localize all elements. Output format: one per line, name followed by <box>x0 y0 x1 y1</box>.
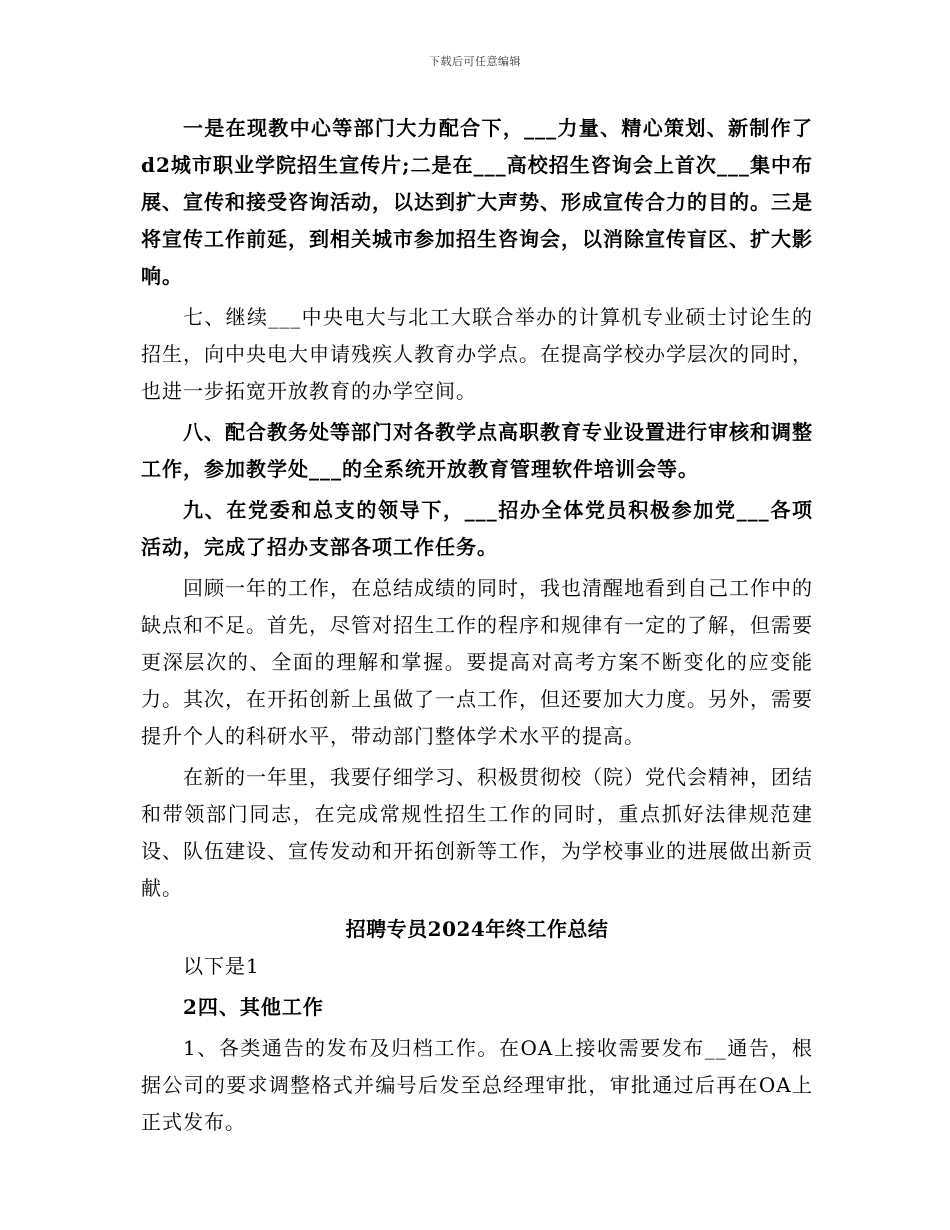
section-title: 招聘专员2024年终工作总结 <box>345 917 609 941</box>
paragraph-publicity: 一是在现教中心等部门大力配合下，___力量、精心策划、新制作了d2城市职业学院招生宣传片;二是在___高校招生咨询会上首次___集中布展、宣传和接受咨询活动，以达到扩大声势、形成宣传合力的目的。三是将宣传工作前延，到相关城市参加招生咨询会，以消除宣传盲区、扩大影响。 <box>141 116 813 288</box>
section-intro: 以下是1 <box>183 954 260 978</box>
paragraph-item-eight: 八、配合教务处等部门对各教学点高职教育专业设置进行审核和调整工作，参加教学处___的全系统开放教育管理软件培训会等。 <box>141 420 813 481</box>
document-body <box>141 110 813 1145</box>
paragraph-item-nine: 九、在党委和总支的领导下，___招办全体党员积极参加党___各项活动，完成了招办支部各项工作任务。 <box>141 498 813 559</box>
section-item-one: 1、各类通告的发布及归档工作。在OA上接收需要发布__通告，根据公司的要求调整格式并编号后发至总经理审批，审批通过后再在OA上正式发布。 <box>141 1036 813 1134</box>
page-header: 下载后可任意编辑 <box>429 55 521 68</box>
paragraph-item-seven: 七、继续___中央电大与北工大联合举办的计算机专业硕士讨论生的招生，向中央电大申请残疾人教育办学点。在提高学校办学层次的同时，也进一步拓宽开放教育的办学空间。 <box>141 305 813 403</box>
paragraph-review: 回顾一年的工作，在总结成绩的同时，我也清醒地看到自己工作中的缺点和不足。首先，尽管对招生工作的程序和规律有一定的了解，但需要更深层次的、全面的理解和掌握。要提高对高考方案不断变化的应变能力。其次，在开拓创新上虽做了一点工作，但还要加大力度。另外，需要提升个人的科研水平，带动部门整体学术水平的提高。 <box>141 576 813 748</box>
paragraph-new-year: 在新的一年里，我要仔细学习、积极贯彻校（院）党代会精神，团结和带领部门同志，在完成常规性招生工作的同时，重点抓好法律规范建设、队伍建设、宣传发动和开拓创新等工作，为学校事业的进展做出新贡献。 <box>141 765 813 900</box>
section-heading: 2四、其他工作 <box>183 995 324 1019</box>
